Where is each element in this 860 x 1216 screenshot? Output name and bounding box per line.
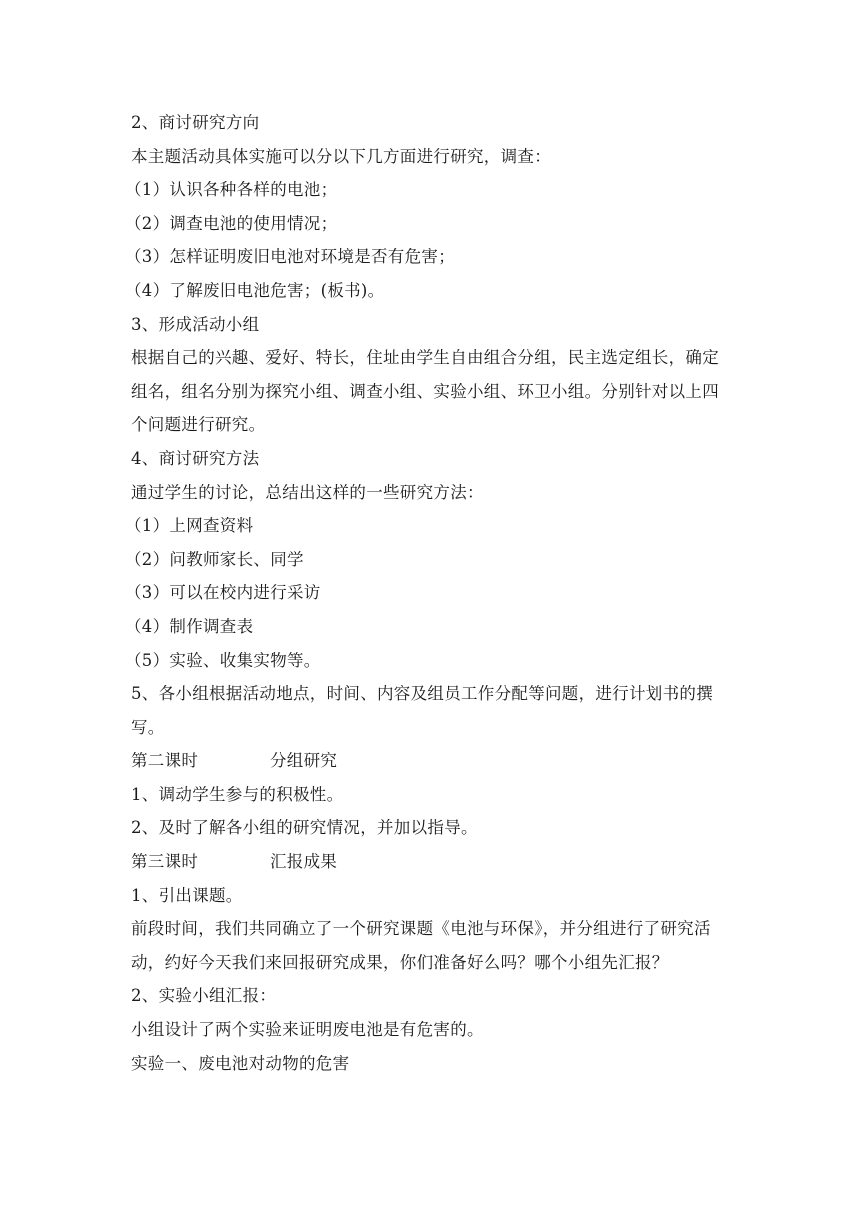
paragraph-intro: 通过学生的讨论，总结出这样的一些研究方法：	[131, 482, 484, 502]
paragraph-line: 写。	[131, 717, 165, 737]
list-item: （2）调查电池的使用情况；	[125, 213, 338, 233]
section-heading-research-methods: 4、商讨研究方法	[131, 448, 260, 468]
list-item: （5）实验、收集实物等。	[125, 650, 321, 670]
paragraph-line: 实验一、废电池对动物的危害	[131, 1053, 350, 1073]
list-item: （1）认识各种各样的电池；	[125, 180, 338, 200]
paragraph-line: 根据自己的兴趣、爱好、特长，住址由学生自由组合分组，民主选定组长，确定	[131, 348, 719, 368]
section-heading-research-direction: 2、商讨研究方向	[131, 113, 260, 132]
paragraph-line: 小组设计了两个实验来证明废电池是有危害的。	[131, 1020, 484, 1040]
lesson-heading	[131, 744, 743, 778]
lesson-heading	[131, 845, 743, 879]
lesson-label: 第三课时	[131, 852, 199, 872]
section-heading-form-groups: 3、形成活动小组	[131, 314, 260, 334]
list-item: （3）可以在校内进行采访	[125, 583, 321, 603]
paragraph-line: 2、实验小组汇报：	[131, 986, 277, 1006]
lesson-label: 第二课时	[131, 751, 199, 771]
paragraph-line: 个问题进行研究。	[131, 415, 266, 435]
list-item: （2）问教师家长、同学	[125, 549, 304, 569]
lesson-title: 分组研究	[270, 751, 338, 771]
paragraph-line: 组名，组名分别为探究小组、调查小组、实验小组、环卫小组。分别针对以上四	[131, 381, 719, 401]
paragraph-line: 5、各小组根据活动地点，时间、内容及组员工作分配等问题，进行计划书的撰	[131, 684, 713, 704]
paragraph-line: 前段时间，我们共同确立了一个研究课题《电池与环保》，并分组进行了研究活	[131, 919, 711, 939]
list-item: （4）制作调查表	[125, 616, 254, 636]
document-page	[125, 106, 743, 1080]
paragraph-line: 1、调动学生参与的积极性。	[131, 784, 344, 804]
paragraph-line: 2、及时了解各小组的研究情况，并加以指导。	[131, 818, 478, 838]
paragraph-line: 动，约好今天我们来回报研究成果，你们准备好么吗？哪个小组先汇报？	[131, 952, 669, 972]
paragraph-line: 1、引出课题。	[131, 885, 243, 905]
list-item: （1）上网查资料	[125, 516, 254, 536]
lesson-title: 汇报成果	[270, 852, 338, 872]
paragraph-intro: 本主题活动具体实施可以分以下几方面进行研究，调查：	[131, 146, 551, 166]
list-item: （3）怎样证明废旧电池对环境是否有危害；	[125, 247, 455, 267]
list-item: （4）了解废旧电池危害；(板书)。	[125, 280, 385, 300]
